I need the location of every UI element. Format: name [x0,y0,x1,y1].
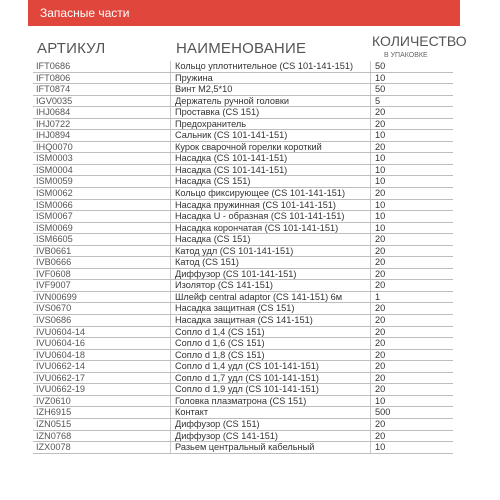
cell-article: ISM0003 [36,153,73,164]
cell-name: Сальник (CS 101-141-151) [175,130,288,141]
cell-article: ISM0067 [36,211,73,222]
cell-article: IFT0686 [36,61,71,71]
cell-article: IZN0768 [36,430,72,441]
column-divider [170,315,171,326]
column-divider [170,73,171,84]
column-divider [170,338,171,349]
cell-quantity: 1 [375,291,381,302]
column-divider [370,119,371,130]
table-row [33,269,453,281]
cell-quantity: 10 [375,199,386,210]
cell-quantity: 10 [375,153,386,164]
table-row [33,96,453,108]
table-row [33,361,453,373]
cell-article: IVS0670 [36,303,72,314]
column-divider [170,200,171,211]
cell-name: Сопло d 1,9 удл (CS 101-141-151) [175,384,319,395]
column-divider [370,176,371,187]
cell-name: Насадка (CS 101-141-151) [175,153,288,164]
cell-name: Сопло d 1,6 (CS 151) [175,338,265,349]
table-row [33,338,453,350]
table-row [33,280,453,292]
table-row [33,419,453,431]
cell-article: ISM0069 [36,222,73,233]
table-row [33,84,453,96]
cell-article: IVU0604-18 [36,349,86,360]
column-divider [370,211,371,222]
column-divider [370,431,371,442]
cell-quantity: 20 [375,372,386,383]
cell-name: Проставка (CS 151) [175,107,260,118]
cell-article: ISM0062 [36,188,73,199]
column-divider [370,292,371,303]
cell-article: IVU0604-16 [36,338,86,349]
table-row [33,373,453,385]
table-row [33,176,453,188]
column-divider [170,269,171,280]
table-row [33,73,453,85]
cell-name: Сопло d 1,7 удл (CS 101-141-151) [175,372,319,383]
cell-name: Сопло d 1,4 (CS 151) [175,326,265,337]
column-divider [370,384,371,395]
column-divider [170,327,171,338]
cell-article: IVB0666 [36,257,72,268]
column-divider [170,246,171,257]
column-divider [370,246,371,257]
cell-quantity: 20 [375,245,386,256]
table-row [33,61,453,73]
column-divider [170,234,171,245]
table-row [33,188,453,200]
cell-quantity: 20 [375,326,386,337]
table-row [33,119,453,131]
column-divider [370,303,371,314]
cell-article: IFT0874 [36,84,71,95]
cell-name: Кольцо уплотнительное (CS 101-141-151) [175,61,354,71]
cell-name: Шлейф central adaptor (CS 141-151) 6м [175,291,343,302]
cell-article: IVU0662-14 [36,361,86,372]
cell-article: IZX0078 [36,442,71,453]
cell-article: IHJ0684 [36,107,71,118]
column-divider [170,396,171,407]
cell-article: IZH6915 [36,407,72,418]
cell-quantity: 10 [375,130,386,141]
column-divider [170,165,171,176]
cell-name: Насадка (CS 101-141-151) [175,164,288,175]
table-row [33,234,453,246]
column-divider [170,223,171,234]
cell-quantity: 10 [375,164,386,175]
column-divider [370,73,371,84]
column-divider [170,61,171,72]
cell-name: Винт M2,5*10 [175,84,233,95]
column-divider [170,176,171,187]
cell-name: Кольцо фиксирующее (CS 101-141-151) [175,188,346,199]
column-divider [170,361,171,372]
cell-quantity: 5 [375,95,381,106]
cell-quantity: 10 [375,72,386,83]
column-divider [370,338,371,349]
column-divider [370,61,371,72]
table-row [33,315,453,327]
cell-article: IVF0608 [36,268,71,279]
cell-quantity: 20 [375,118,386,129]
cell-article: IVZ0610 [36,395,71,406]
cell-quantity: 20 [375,257,386,268]
cell-quantity: 500 [375,407,391,418]
table-row [33,142,453,154]
column-header-quantity: КОЛИЧЕСТВО [372,33,467,49]
column-divider [170,107,171,118]
cell-quantity: 20 [375,188,386,199]
table-row [33,257,453,269]
table-row [33,431,453,443]
cell-article: ISM0059 [36,176,73,187]
table-row [33,396,453,408]
column-divider [170,257,171,268]
cell-quantity: 10 [375,211,386,222]
cell-name: Насадка пружинная (CS 101-141-151) [175,199,336,210]
column-divider [370,396,371,407]
cell-quantity: 20 [375,418,386,429]
cell-quantity: 20 [375,303,386,314]
cell-article: IHJ0722 [36,118,71,129]
column-divider [170,384,171,395]
cell-quantity: 20 [375,349,386,360]
table-row [33,153,453,165]
cell-article: IVU0662-17 [36,372,86,383]
cell-article: IFT0806 [36,72,71,83]
column-divider [170,419,171,430]
column-divider [370,257,371,268]
cell-article: IVU0604-14 [36,326,86,337]
cell-name: Курок сварочной горелки короткий [175,141,322,152]
cell-quantity: 20 [375,384,386,395]
cell-article: IVN00699 [36,291,77,302]
table-row [33,407,453,419]
cell-article: IVU0662-19 [36,384,86,395]
column-divider [170,407,171,418]
column-divider [370,96,371,107]
cell-article: IVB0661 [36,245,72,256]
cell-quantity: 20 [375,141,386,152]
parts-table [33,61,453,454]
cell-article: IHQ0070 [36,141,73,152]
cell-name: Контакт [175,407,209,418]
cell-article: IVF9007 [36,280,71,291]
cell-name: Сопло d 1,8 (CS 151) [175,349,265,360]
section-banner: Запасные части [28,0,460,26]
cell-article: IVS0686 [36,315,72,326]
column-divider [370,350,371,361]
column-divider [370,419,371,430]
column-divider [370,361,371,372]
column-divider [170,292,171,303]
table-row [33,292,453,304]
column-divider [370,315,371,326]
cell-name: Насадка защитная (CS 151) [175,303,295,314]
table-row [33,350,453,362]
cell-quantity: 20 [375,268,386,279]
cell-quantity: 20 [375,234,386,245]
column-divider [170,211,171,222]
cell-name: Изолятор (CS 141-151) [175,280,273,291]
column-divider [170,142,171,153]
cell-name: Катод (CS 151) [175,257,239,268]
cell-name: Насадка U - образная (CS 101-141-151) [175,211,345,222]
cell-name: Пружина [175,72,213,83]
column-divider [370,223,371,234]
column-divider [370,188,371,199]
table-row [33,442,453,454]
cell-name: Держатель ручной головки [175,95,290,106]
cell-article: ISM0066 [36,199,73,210]
cell-quantity: 10 [375,395,386,406]
cell-quantity: 20 [375,315,386,326]
column-divider [170,130,171,141]
cell-quantity: 20 [375,280,386,291]
column-divider [370,200,371,211]
cell-name: Насадка защитная (CS 141-151) [175,315,313,326]
cell-quantity: 10 [375,222,386,233]
column-divider [370,165,371,176]
table-row [33,107,453,119]
table-row [33,200,453,212]
column-divider [170,431,171,442]
cell-quantity: 10 [375,176,386,187]
column-divider [370,234,371,245]
column-divider [170,350,171,361]
column-divider [370,153,371,164]
cell-name: Насадка (CS 151) [175,234,251,245]
cell-quantity: 20 [375,107,386,118]
column-divider [370,269,371,280]
column-divider [170,303,171,314]
cell-name: Насадка (CS 151) [175,176,251,187]
cell-name: Предохранитель [175,118,247,129]
cell-quantity: 50 [375,61,386,71]
cell-name: Головка плазматрона (CS 151) [175,395,307,406]
cell-name: Сопло d 1,4 удл (CS 101-141-151) [175,361,319,372]
column-divider [370,373,371,384]
cell-article: IHJ0894 [36,130,71,141]
cell-article: ISM6605 [36,234,73,245]
cell-quantity: 20 [375,361,386,372]
column-header-article: АРТИКУЛ [37,40,106,57]
cell-quantity: 10 [375,442,386,453]
cell-article: IGV0035 [36,95,73,106]
table-row [33,165,453,177]
cell-name: Разьем центральный кабельный [175,442,315,453]
cell-quantity: 20 [375,430,386,441]
column-header-name: НАИМЕНОВАНИЕ [176,40,307,57]
table-row [33,384,453,396]
column-divider [370,130,371,141]
table-row [33,130,453,142]
column-divider [170,119,171,130]
column-divider [170,96,171,107]
column-divider [170,84,171,95]
column-divider [170,188,171,199]
column-divider [370,407,371,418]
cell-name: Диффузор (CS 141-151) [175,430,278,441]
column-divider [370,107,371,118]
column-divider [370,327,371,338]
column-divider [170,442,171,453]
cell-name: Катод удл (CS 101-141-151) [175,245,294,256]
column-divider [370,84,371,95]
cell-name: Насадка корончатая (CS 101-141-151) [175,222,339,233]
table-row [33,211,453,223]
column-divider [370,442,371,453]
column-divider [370,142,371,153]
table-row [33,303,453,315]
table-row [33,327,453,339]
table-row [33,223,453,235]
cell-article: IZN0515 [36,418,72,429]
table-row [33,246,453,258]
cell-article: ISM0004 [36,164,73,175]
column-divider [170,280,171,291]
column-divider [370,280,371,291]
column-divider [170,373,171,384]
cell-quantity: 50 [375,84,386,95]
cell-name: Диффузор (CS 151) [175,418,260,429]
cell-name: Диффузор (CS 101-141-151) [175,268,297,279]
cell-quantity: 20 [375,338,386,349]
column-divider [170,153,171,164]
column-header-per-pack: В УПАКОВКЕ [384,52,428,59]
